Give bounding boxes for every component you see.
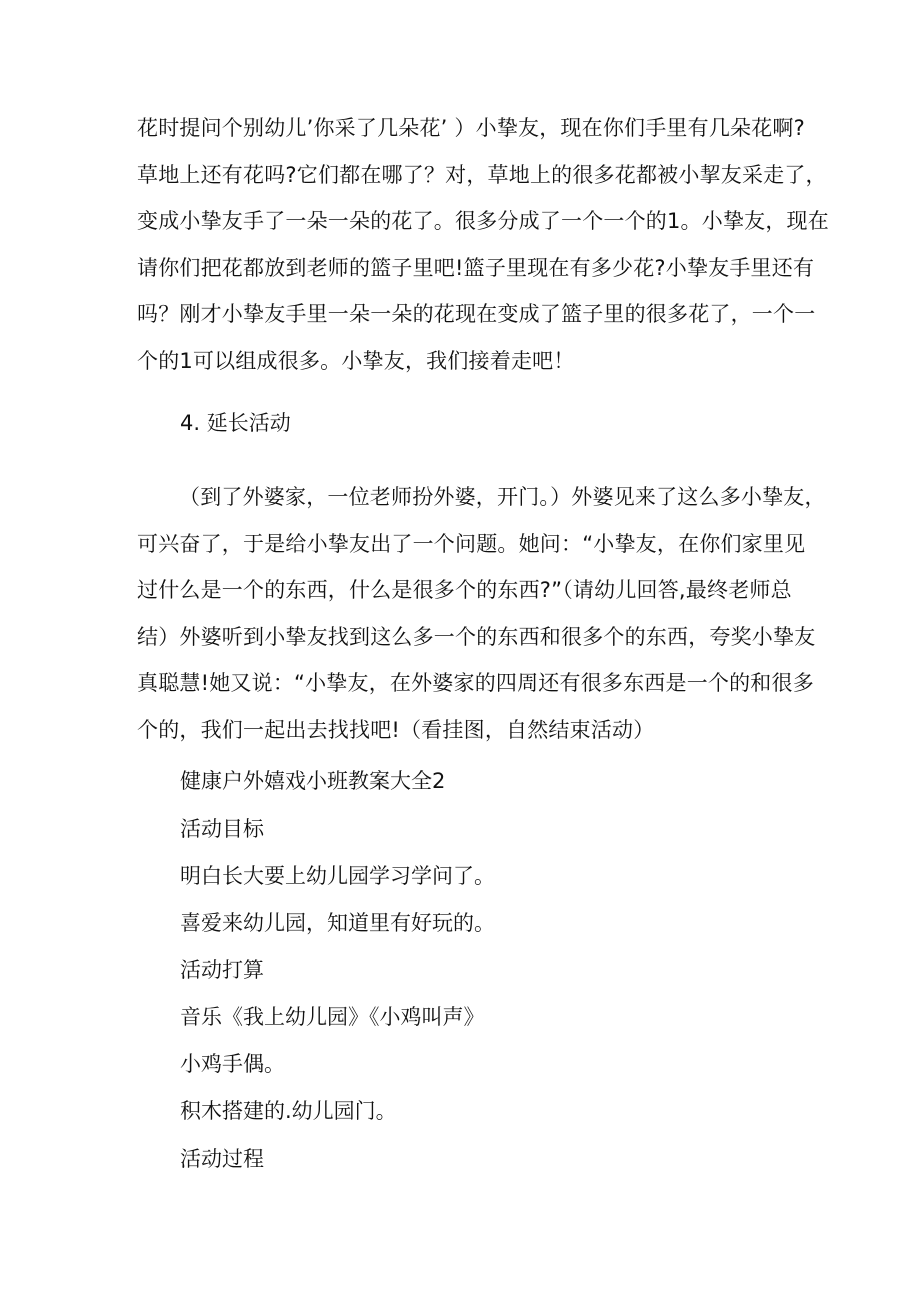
section-title: 健康户外嬉戏小班教案大全2 [180,769,446,793]
preparation-item: 音乐《我上幼儿园》《小鸡叫声》 [180,1005,485,1029]
heading-activity-goals: 活动目标 [180,817,264,841]
goal-item: 喜爱来幼儿园，知道里有好玩的。 [180,911,495,935]
text-line: （到了外婆家，一位老师扮外婆，开门。）外婆见来了这么多小挚友， [179,485,826,509]
text-line: 请你们把花都放到老师的篮子里吧!篮子里现在有多少花?小挚友手里还有 [137,255,815,280]
paragraph-grandma-visit [137,474,826,753]
heading-extension-activity: 4. 延长活动 [180,411,291,435]
paragraph-counting-flowers [137,105,829,384]
preparation-item: 积木搭建的.幼儿园门。 [180,1099,397,1123]
text-line: 草地上还有花吗?它们都在哪了？对，草地上的很多花都被小挈友采走了， [137,162,827,187]
text-line: 变成小挚友手了一朵一朵的花了。很多分成了一个一个的1。小挚友，现在 [137,209,829,233]
preparation-item: 小鸡手偶。 [180,1052,285,1076]
text-line: 过什么是一个的东西，什么是很多个的东西?”（请幼儿回答,最终老师总 [137,578,792,602]
text-line: 个的，我们一起出去找找吧!（看挂图，自然结束活动） [137,717,655,742]
text-line: 个的1可以组成很多。小挚友，我们接着走吧！ [137,348,575,373]
text-line: 可兴奋了，于是给小挚友出了一个问题。她问：“小挚友，在你们家里见 [137,531,806,556]
text-line: 花时提问个别幼儿’你采了几朵花’ ）小挚友，现在你们手里有几朵花啊? [137,116,805,140]
text-line: 吗？刚才小挚友手里一朵一朵的花现在变成了篮子里的很多花了，一个一 [137,302,816,326]
heading-activity-process: 活动过程 [180,1147,264,1171]
text-line: 结）外婆听到小挚友找到这么多一个的东西和很多个的东西，夸奖小挚友 [137,624,816,649]
text-line: 真聪慧!她又说：“小挚友，在外婆家的四周还有很多东西是一个的和很多 [137,671,814,695]
heading-activity-preparation: 活动打算 [180,958,264,982]
goal-item: 明白长大要上幼儿园学习学问了。 [180,864,495,888]
